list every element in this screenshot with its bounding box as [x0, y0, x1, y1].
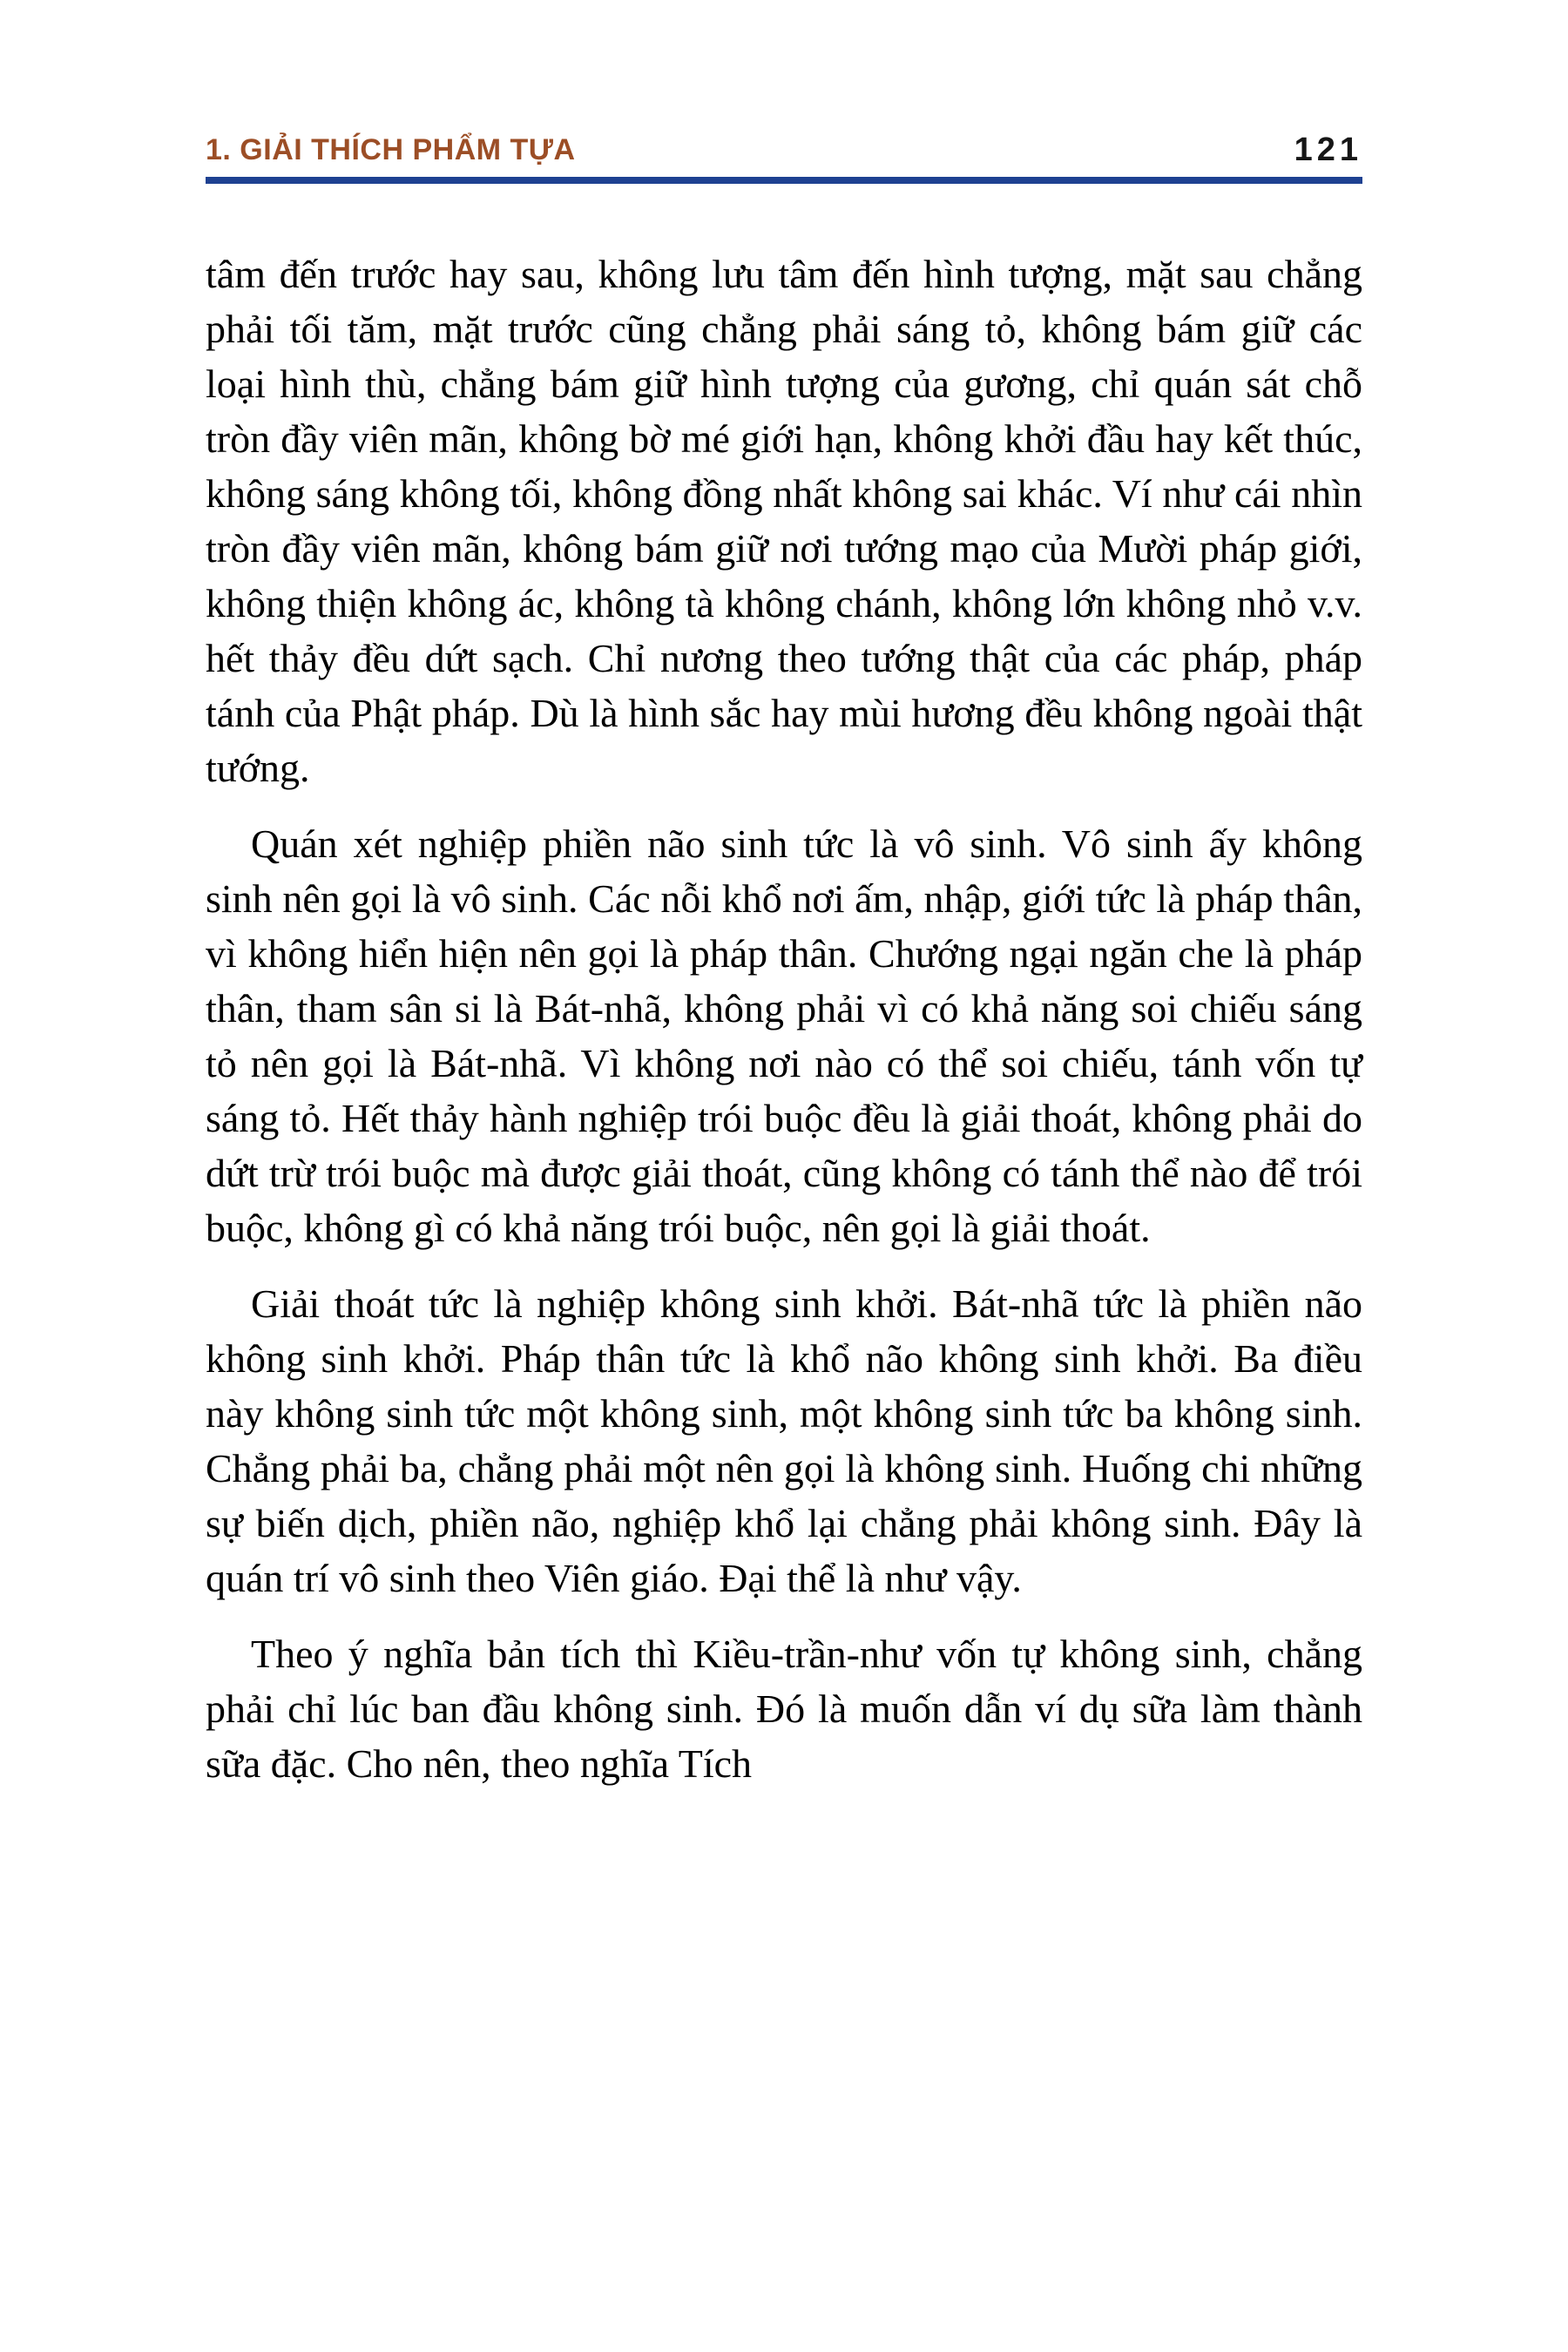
body-paragraph: Quán xét nghiệp phiền não sinh tức là vô sinh. Vô sinh ấy không sinh nên gọi là vô sinh. Các nỗi khổ nơi ấm, nhập, giới tức là pháp thân, vì không hiển hiện nên gọi là pháp thân. Chướng ngại ngăn che là pháp thân, tham sân si là Bát-nhã, không phải vì có khả năng soi chiếu sáng tỏ nên gọi là Bát-nhã. Vì không nơi nào có thể soi chiếu, tánh vốn tự sáng tỏ. Hết thảy hành nghiệp trói buộc đều là giải thoát, không phải do dứt trừ trói buộc mà được giải thoát, cũng không có tánh thể nào để trói buộc, không gì có khả năng trói buộc, nên gọi là giải thoát. [206, 821, 1362, 1250]
running-header-title: 1. GIẢI THÍCH PHẨM TỰA [206, 133, 576, 166]
page-number: 121 [1294, 132, 1362, 168]
body-paragraph: Giải thoát tức là nghiệp không sinh khởi. Bát-nhã tức là phiền não không sinh khởi. Pháp thân tức là khổ não không sinh khởi. Ba điều này không sinh tức một không sinh, một không sinh tức ba không sinh. Chẳng phải ba, chẳng phải một nên gọi là không sinh. Huống chi những sự biến dịch, phiền não, nghiệp khổ lại chẳng phải không sinh. Đây là quán trí vô sinh theo Viên giáo. Đại thể là như vậy. [206, 1281, 1362, 1600]
page-body-text [206, 247, 1362, 1791]
body-paragraph: tâm đến trước hay sau, không lưu tâm đến hình tượng, mặt sau chẳng phải tối tăm, mặt trước cũng chẳng phải sáng tỏ, không bám giữ các loại hình thù, chẳng bám giữ hình tượng của gương, chỉ quán sát chỗ tròn đầy viên mãn, không bờ mé giới hạn, không khởi đầu hay kết thúc, không sáng không tối, không đồng nhất không sai khác. Ví như cái nhìn tròn đầy viên mãn, không bám giữ nơi tướng mạo của Mười pháp giới, không thiện không ác, không tà không chánh, không lớn không nhỏ v.v. hết thảy đều dứt sạch. Chỉ nương theo tướng thật của các pháp, pháp tánh của Phật pháp. Dù là hình sắc hay mùi hương đều không ngoài thật tướng. [206, 252, 1362, 790]
page-header [206, 131, 1362, 184]
header-rule-divider [206, 177, 1362, 184]
header-row [206, 131, 1362, 169]
body-paragraph: Theo ý nghĩa bản tích thì Kiều-trần-như vốn tự không sinh, chẳng phải chỉ lúc ban đầu không sinh. Đó là muốn dẫn ví dụ sữa làm thành sữa đặc. Cho nên, theo nghĩa Tích [206, 1632, 1362, 1786]
